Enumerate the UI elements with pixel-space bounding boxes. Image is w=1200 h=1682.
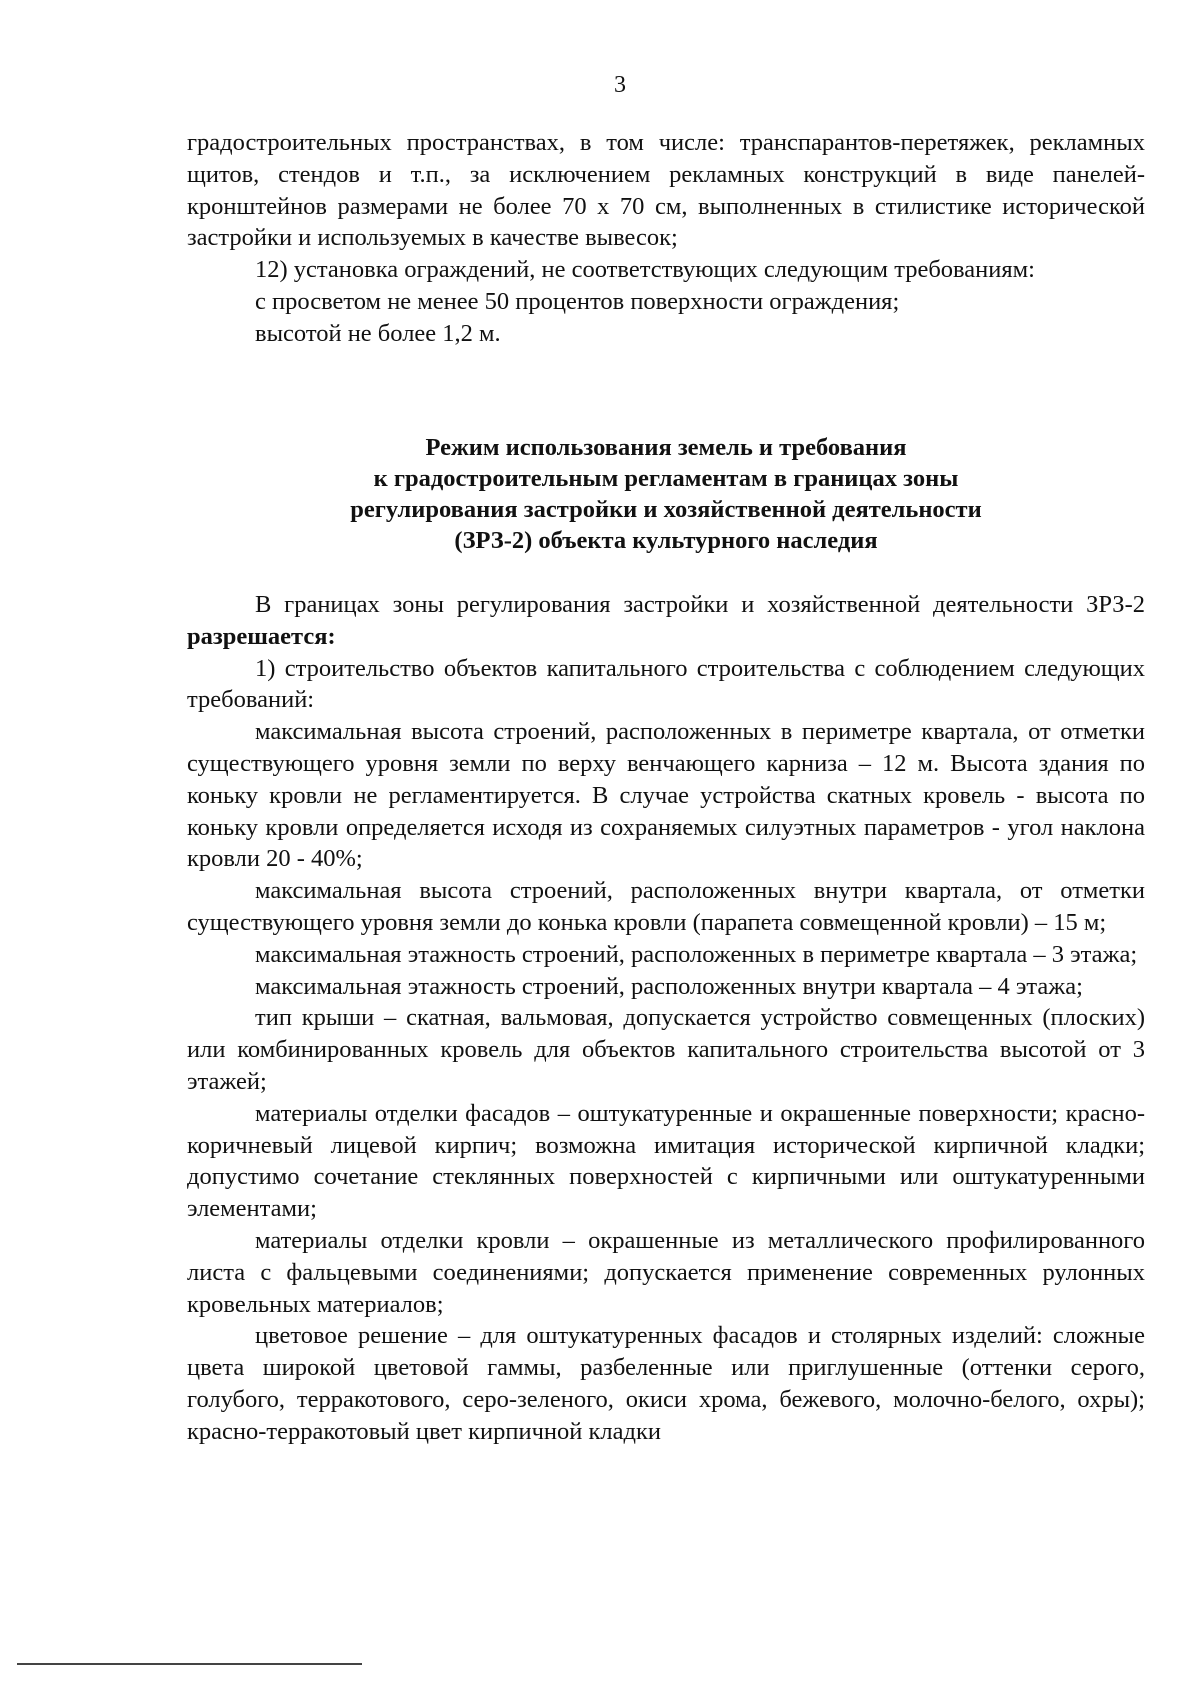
page-number: 3 <box>614 72 626 98</box>
section-heading-line-3: регулирования застройки и хозяйственной деятельности <box>350 496 982 523</box>
paragraph-1: 1) строительство объектов капитального строительства с соблюдением следующих требований: <box>187 654 1145 714</box>
paragraph-3: максимальная высота строений, расположенных внутри квартала, от отметки существующего уровня земли до конька кровли (парапета совмещенной кровли) – 15 м; <box>187 877 1145 936</box>
intro-continuation-paragraph: градостроительных пространствах, в том числе: транспарантов-перетяжек, рекламных щитов, стендов и т.п., за исключением рекламных конструкций в виде панелей-кронштейнов размерами не более 70 х 70 см, выполненных в стилистике исторической застройки и используемых в качестве вывесок; <box>187 129 1145 252</box>
fence-requirement-2: высотой не более 1,2 м. <box>255 319 501 347</box>
paragraph-9: цветовое решение – для оштукатуренных фасадов и столярных изделий: сложные цвета широкой цветовой гаммы, разбеленные или приглушенные (оттенки серого, голубого, терракотового, серо-зеленого, окиси хрома, бежевого, молочно-белого, охры); красно-терракотовый цвет кирпичной кладки <box>187 1322 1145 1445</box>
paragraph-6: тип крыши – скатная, вальмовая, допускается устройство совмещенных (плоских) или комбинированных кровель для объектов капитального строительства высотой от 3 этажей; <box>187 1004 1145 1095</box>
paragraph-5: максимальная этажность строений, расположенных внутри квартала – 4 этажа; <box>255 972 1083 1000</box>
section-heading-line-1: Режим использования земель и требования <box>425 434 907 461</box>
section-heading-line-2: к градостроительным регламентам в границах зоны <box>373 465 959 492</box>
body-section <box>187 589 1145 1448</box>
section-heading <box>187 432 1145 556</box>
paragraph-7: материалы отделки фасадов – оштукатуренные и окрашенные поверхности; красно-коричневый лицевой кирпич; возможна имитация исторической кирпичной кладки; допустимо сочетание стеклянных поверхностей с кирпичными или оштукатуренными элементами; <box>187 1099 1145 1223</box>
paragraph-8: материалы отделки кровли – окрашенные из металлического профилированного листа с фальцевыми соединениями; допускается применение современных рулонных кровельных материалов; <box>187 1226 1145 1318</box>
paragraph-2: максимальная высота строений, расположенных в периметре квартала, от отметки существующего уровня земли по верху венчающего карниза – 12 м. Высота здания по коньку кровли не регламентируется. В случае устройства скатных кровель - высота по коньку кровли определяется исходя из сохраняемых силуэтных параметров - угол наклона кровли 20 - 40%; <box>187 718 1145 873</box>
fence-requirement-1: с просветом не менее 50 процентов поверхности ограждения; <box>255 287 900 315</box>
lead-paragraph <box>187 589 1145 653</box>
item-12-paragraph: 12) установка ограждений, не соответствующих следующим требованиям: <box>255 256 1035 284</box>
paragraph-4: максимальная этажность строений, расположенных в периметре квартала – 3 этажа; <box>255 940 1138 968</box>
lead-text: В границах зоны регулирования застройки и хозяйственной деятельности ЗРЗ-2 <box>255 591 1145 618</box>
intro-section <box>187 127 1145 350</box>
section-heading-line-4: (ЗРЗ-2) объекта культурного наследия <box>454 527 878 554</box>
lead-bold-text: разрешается: <box>187 622 336 650</box>
footer-rule <box>17 1663 362 1665</box>
